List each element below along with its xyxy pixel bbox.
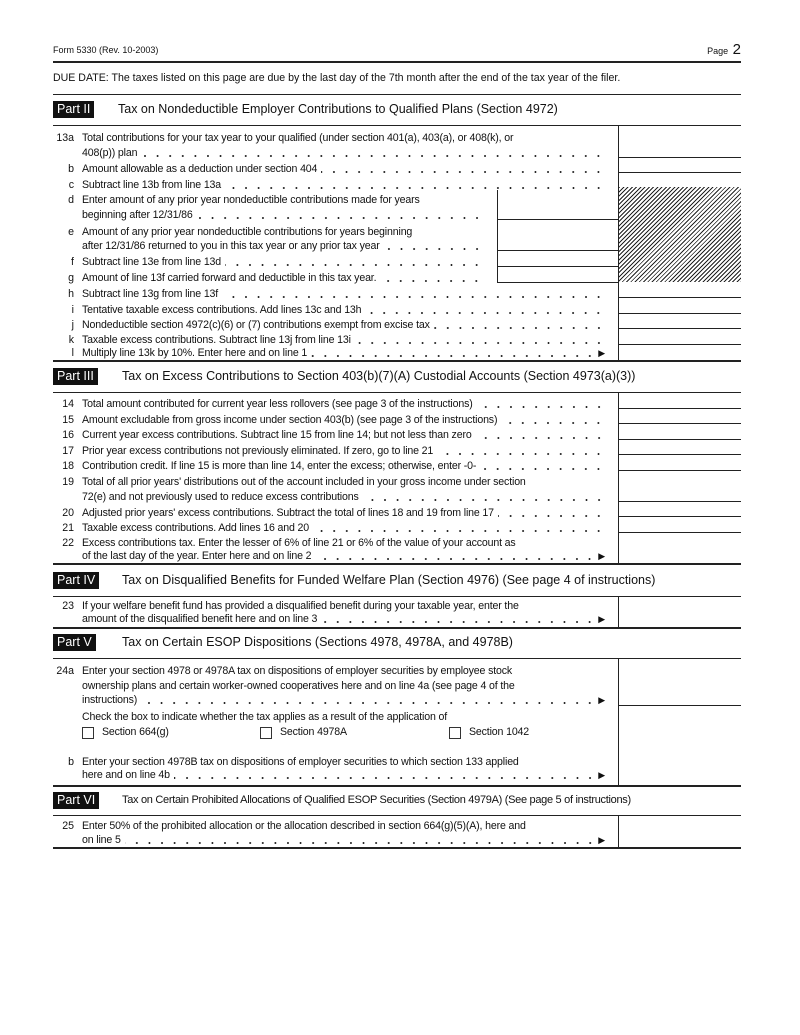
line-text [82,521,605,535]
line-number: 18 [62,460,74,472]
line-number: i [71,304,74,316]
line-text-content: Taxable excess contributions. Add lines 16 and 20 [82,522,310,534]
line-text-content: Subtract line 13b from line 13a [82,179,222,191]
divider [53,847,741,849]
divider [53,785,741,787]
shaded-area [619,187,741,282]
line-number: f [71,256,74,268]
amount-field[interactable] [619,297,741,298]
dot-leader [363,490,605,504]
amount-field[interactable] [497,282,618,283]
dot-leader [384,239,483,253]
divider [53,392,741,393]
amount-field[interactable] [619,408,741,409]
subtotal-column [497,190,619,282]
line-text [82,475,605,489]
part-label: Part V [53,634,96,651]
line-text [82,303,605,317]
line-text-content: Amount excludable from gross income under section 403(b) (see page 3 of the instructions) [82,414,498,426]
line-text-content: Enter your section 4978B tax on dispositions of employer securities to which section 133 applied [82,756,519,768]
dot-leader [501,413,605,427]
line-text [82,536,605,550]
line-number: j [71,319,74,331]
line-number: 22 [62,537,74,549]
arrow-icon: ▶ [598,770,605,780]
line-number: g [68,272,74,284]
dot-leader [365,303,605,317]
amount-column-divider [618,392,619,563]
divider [53,94,741,95]
checkbox[interactable] [260,727,272,739]
line-text-content: Prior year excess contributions not previously eliminated. If zero, go to line 21 [82,445,434,457]
line-text [82,397,605,411]
line-text [82,333,605,347]
line-text [82,318,605,332]
part-title: Tax on Disqualified Benefits for Funded Welfare Plan (Section 4976) (See page 4 of instructions) [122,573,656,587]
line-text [82,755,605,769]
line-text-content: ownership plans and certain worker-owned cooperatives here and on line 4a (see page 4 of the [82,680,515,692]
line-text [82,146,605,160]
line-text-content: 408(p)) plan [82,147,138,159]
amount-field[interactable] [619,439,741,440]
line-text-content: Enter amount of any prior year nondeductible contributions made for years [82,194,420,206]
amount-column-divider [618,815,619,847]
amount-field[interactable] [619,454,741,455]
line-text-content: Multiply line 13k by 10%. Enter here and on line 1 [82,347,308,359]
line-text-content: Tentative taxable excess contributions. Add lines 13c and 13h [82,304,362,316]
dot-leader [380,271,483,285]
amount-field[interactable] [619,705,741,706]
checkbox-label: Section 1042 [469,726,530,738]
line-number: 14 [62,398,74,410]
line-number: d [68,194,74,206]
line-text [82,413,605,427]
amount-field[interactable] [619,423,741,424]
line-number: c [68,179,74,191]
line-text [82,225,483,239]
line-text-content: after 12/31/86 returned to you in this tax year or any prior tax year [82,240,380,252]
page-indicator [707,41,741,59]
line-text-content: Taxable excess contributions. Subtract line 13j from line 13i [82,334,351,346]
line-text-content: Amount of line 13f carried forward and deductible in this tax year. [82,272,377,284]
line-number: 25 [62,820,74,832]
dot-leader [477,397,605,411]
divider [53,596,741,597]
amount-field[interactable] [619,470,741,471]
line-text [82,208,483,222]
line-text [82,428,605,442]
line-text-content: of the last day of the year. Enter here and on line 2 [82,550,312,562]
line-text [82,819,605,833]
line-text-content: Nondeductible section 4972(c)(6) or (7) contributions exempt from excise tax [82,319,430,331]
divider [53,627,741,629]
amount-field[interactable] [619,172,741,173]
dot-leader [141,693,596,707]
amount-field[interactable] [619,344,741,345]
dot-leader [197,208,483,222]
checkbox[interactable] [449,727,461,739]
checkbox-2[interactable] [260,725,347,739]
line-text [82,506,605,520]
dot-leader [498,506,605,520]
line-text-content: Enter 50% of the prohibited allocation or the allocation described in section 664(g)(5)(A), here and [82,820,526,832]
line-text [82,833,605,847]
line-text-content: Excess contributions tax. Enter the lesser of 6% of line 21 or 6% of the value of your account as [82,537,516,549]
divider [53,125,741,126]
line-text-content: on line 5 [82,834,121,846]
line-text [82,599,605,613]
line-text-content: Total contributions for your tax year to your qualified (under section 401(a), 403(a), or 408(k), or [82,132,514,144]
part-title: Tax on Excess Contributions to Section 403(b)(7)(A) Custodial Accounts (Section 4973(a)(3)) [122,369,636,383]
line-text [82,271,483,285]
line-text-content: Total amount contributed for current year less rollovers (see page 3 of the instructions) [82,398,473,410]
part-label: Part IV [53,572,99,589]
page-label: Page [707,46,729,56]
part-label: Part III [53,368,98,385]
amount-column-divider [618,658,619,785]
divider [53,815,741,816]
dot-leader [315,549,596,563]
amount-field[interactable] [619,328,741,329]
line-number: 13a [56,132,74,144]
arrow-icon: ▶ [598,614,605,624]
dot-leader [311,346,596,360]
divider [53,61,741,63]
amount-column-divider [618,596,619,627]
form-id: Form 5330 (Rev. 10-2003) [53,45,159,55]
line-text-content: here and on line 4b [82,769,170,781]
checkbox-label: Section 4978A [280,726,347,738]
amount-field[interactable] [619,501,741,502]
line-text-content: instructions) [82,694,138,706]
dot-leader [437,444,605,458]
divider [53,360,741,362]
divider [53,563,741,565]
due-date-notice: DUE DATE: The taxes listed on this page are due by the last day of the 7th month after the end of the tax year of the filer. [53,72,621,84]
line-text [82,664,605,678]
line-text-content: Amount of any prior year nondeductible contributions for years beginning [82,226,413,238]
checkbox-1[interactable] [82,725,169,739]
dot-leader [434,318,605,332]
line-text-content: Contribution credit. If line 15 is more than line 14, enter the excess; otherwise, enter -0- [82,460,477,472]
amount-field[interactable] [497,250,618,251]
dot-leader [174,768,596,782]
line-number: 20 [62,507,74,519]
checkbox[interactable] [82,727,94,739]
line-text-content: Current year excess contributions. Subtract line 15 from line 14; but not less than zero [82,429,472,441]
dot-leader [225,255,483,269]
dot-leader [141,146,605,160]
line-text [82,255,483,269]
part-title: Tax on Certain Prohibited Allocations of Qualified ESOP Securities (Section 4979A) (See page 5 of instructions) [122,794,631,806]
line-number: b [68,163,74,175]
line-text-content: Total of all prior years' distributions out of the account included in your gross income under section [82,476,526,488]
line-number: l [71,347,74,359]
line-text [82,490,605,504]
line-text [82,612,605,626]
line-text-content: Adjusted prior years' excess contributions. Subtract the total of lines 18 and 19 from line 17 [82,507,494,519]
part-title: Tax on Certain ESOP Dispositions (Sections 4978, 4978A, and 4978B) [122,635,513,649]
line-text [82,444,605,458]
part-title: Tax on Nondeductible Employer Contributions to Qualified Plans (Section 4972) [118,102,558,116]
arrow-icon: ▶ [598,695,605,705]
line-text-content: Subtract line 13g from line 13f [82,288,219,300]
line-text [82,131,605,145]
line-number: h [68,288,74,300]
line-text-content: Amount allowable as a deduction under section 404 [82,163,318,175]
line-text [82,679,605,693]
line-number: 23 [62,600,74,612]
amount-field[interactable] [497,266,618,267]
dot-leader [313,521,605,535]
amount-field[interactable] [619,313,741,314]
line-text-content: Enter your section 4978 or 4978A tax on dispositions of employer securities by employee stock [82,665,513,677]
line-text-content: beginning after 12/31/86 [82,209,193,221]
arrow-icon: ▶ [598,551,605,561]
dot-leader [480,459,605,473]
dot-leader [476,428,605,442]
line-text [82,239,483,253]
line-text [82,287,605,301]
line-text-content: amount of the disqualified benefit here and on line 3 [82,613,318,625]
amount-field[interactable] [619,532,741,533]
line-text-content: If your welfare benefit fund has provided a disqualified benefit during your taxable year, enter the [82,600,519,612]
arrow-icon: ▶ [598,348,605,358]
dot-leader [222,287,605,301]
line-number: 21 [62,522,74,534]
check-prompt: Check the box to indicate whether the tax applies as a result of the application of [82,711,448,723]
checkbox-label: Section 664(g) [102,726,169,738]
part-label: Part VI [53,792,99,809]
line-text [82,459,605,473]
arrow-icon: ▶ [598,835,605,845]
line-text [82,768,605,782]
line-number: 19 [62,476,74,488]
line-number: k [68,334,74,346]
line-number: 17 [62,445,74,457]
line-text [82,346,605,360]
part-label: Part II [53,101,94,118]
line-number: 16 [62,429,74,441]
amount-field[interactable] [619,516,741,517]
amount-field[interactable] [497,219,618,220]
line-number: 15 [62,414,74,426]
line-number: 24a [56,665,74,677]
line-text [82,162,605,176]
dot-leader [355,333,605,347]
line-text [82,693,605,707]
divider [53,658,741,659]
dot-leader [321,162,605,176]
line-text-content: Subtract line 13e from line 13d [82,256,222,268]
line-number: e [68,226,74,238]
line-number: b [68,756,74,768]
amount-field[interactable] [619,157,741,158]
checkbox-3[interactable] [449,725,529,739]
dot-leader [125,833,597,847]
line-text [82,193,483,207]
line-text-content: 72(e) and not previously used to reduce excess contributions [82,491,359,503]
page-number: 2 [732,41,741,58]
line-text [82,549,605,563]
dot-leader [321,612,596,626]
